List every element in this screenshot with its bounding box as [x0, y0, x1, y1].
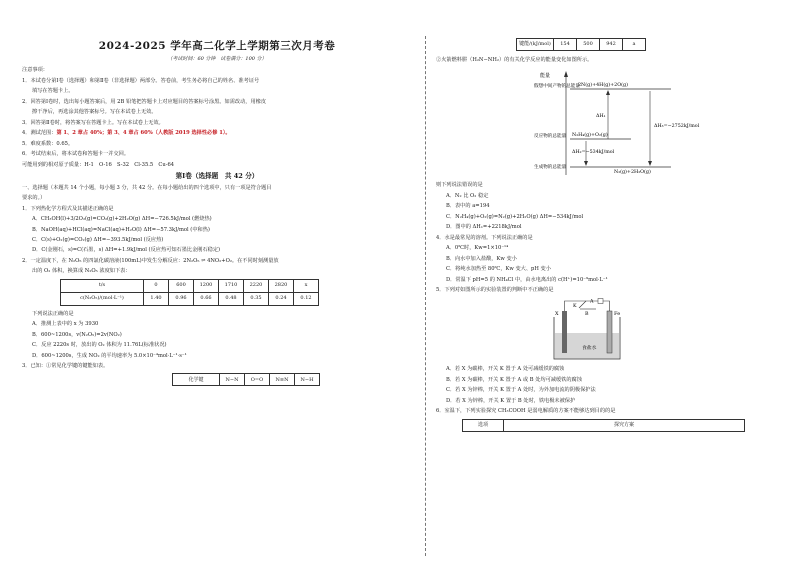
table-cell: a [623, 39, 646, 51]
table-row [173, 374, 320, 386]
q4-option-b: B．向水中加入盐酸，Kw 变小 [446, 255, 517, 262]
atomic-mass-line: 可能用到的相对原子质量：H-1 O-16 S-32 Cl-35.5 Cu-64 [22, 161, 175, 168]
energy-axis-arrow-icon [564, 71, 568, 77]
q2-data-table [60, 279, 319, 306]
apparatus-svg [436, 297, 781, 363]
table-cell: 154 [554, 39, 577, 51]
q5-option-d: D．若 X 为锌棒，开关 K 置于 B 处时，铁电极未被保护 [446, 397, 576, 404]
q5-option-c: C．若 X 为锌棒，开关 K 置于 A 处时，为外加电流的阴极保护法 [446, 387, 596, 394]
table-cell: 0.35 [244, 292, 269, 305]
table-cell: x [294, 279, 319, 292]
q4-option-c: C．将纯水加热至 80℃，Kw 变大、pH 变小 [446, 266, 551, 273]
dh3-arrowhead-icon [648, 161, 652, 166]
product-label: 生成物的总能量 [534, 165, 567, 171]
level-mid-label: N₂H₄(g)+O₂(g) [572, 133, 608, 139]
table-cell: 0.96 [169, 292, 194, 305]
q3-ask: 则下列说法错误的是 [436, 182, 483, 189]
q2-ask: 下列说法正确的是 [32, 310, 74, 317]
dh1-label: ΔH₁ [596, 114, 606, 120]
table-cell: 500 [577, 39, 600, 51]
q4-stem: 4．水是最常见的溶剂。下列说法正确的是 [436, 234, 533, 241]
dh2-label: ΔH₂=−534kJ/mol [572, 150, 615, 156]
note-line: 1．本试卷分第Ⅰ卷（选择题）和第Ⅱ卷（非选择题）两部分。答卷前，考生务必将自己的姓名、准考证号 [22, 77, 260, 84]
table-cell: N−H [295, 374, 320, 386]
table-header-cell: 探究方案 [504, 419, 745, 431]
column-divider [425, 36, 426, 556]
q3-stem: 3．已知：①常见化学键的键能如表。 [22, 363, 109, 370]
fe-electrode [607, 311, 612, 353]
electrolysis-apparatus [436, 297, 781, 363]
q1-option-b: B．NaOH(aq)+HCl(aq)=NaCl(aq)+H₂O(l) ΔH=−57.3kJ/mol (中和热) [32, 226, 210, 233]
table-cell: c(N₂O₅)/(mol·L⁻¹) [61, 292, 144, 305]
right-column [436, 38, 781, 432]
q6-table [462, 419, 745, 432]
table-cell: 0 [144, 279, 169, 292]
fe-electrode-label: Fe [614, 311, 621, 318]
battery-icon [598, 299, 603, 304]
note-line: 填写在答题卡上。 [32, 88, 74, 95]
table-cell: N−N [220, 374, 245, 386]
exam-title: 2024-2025 学年高二化学上学期第三次月考卷 [98, 40, 336, 52]
q2-option-c: C．反应 2220s 时，放出的 O₂ 体积为 11.76L(标准状况) [32, 342, 167, 349]
note-line: 5．难度系数：0.65。 [22, 140, 74, 147]
q2-option-d: D．600~1200s，生成 NO₂ 的平均速率为 5.0×10⁻⁴mol·L⁻¹·s⁻¹ [32, 352, 187, 359]
table-cell: 942 [600, 39, 623, 51]
exam-subinfo: （考试时间：60 分钟 试卷满分：100 分） [167, 55, 267, 62]
dh3-label: ΔH₃=−2752kJ/mol [654, 124, 700, 130]
reactant-label: 反应物的总能量 [534, 134, 567, 140]
q3-option-b: B．表中的 a=194 [446, 203, 490, 210]
q2-option-a: A．推测上表中的 x 为 3930 [32, 321, 99, 328]
note-line: 2．回答第Ⅰ卷时，选出每小题答案后，用 2B 铅笔把答题卡上对应题目的答案标号涂黑。如需改动，用橡皮 [22, 98, 267, 105]
section-intro: 一、选择题（本题共 14 个小题，每小题 3 分，共 42 分。在每小题给出的四个选项中，只有一项是符合题目 [22, 184, 272, 191]
q6-stem: 6．室温下，下列实验探究 CH₃COOH 是弱电解质的方案不能够达到目的的是 [436, 408, 616, 415]
level-top-label: 2N(g)+4H(g)+2O(g) [578, 83, 628, 89]
table-cell: 600 [169, 279, 194, 292]
solution-label: 食盐水 [582, 346, 597, 352]
note-scope-prefix: 4．测试范围： [22, 130, 57, 137]
table-cell: O=O [245, 374, 270, 386]
section-intro: 要求的。） [22, 195, 46, 202]
left-column [22, 40, 412, 386]
energy-axis-label: 能量 [540, 73, 551, 80]
table-cell: t/s [61, 279, 144, 292]
energy-diagram [436, 67, 781, 179]
q3-option-d: D．图中的 ΔH₁=+2218kJ/mol [446, 224, 522, 231]
table-row [517, 39, 646, 51]
table-cell: 0.66 [194, 292, 219, 305]
q1-option-c: C．C(s)+O₂(g)=CO₂(g) ΔH=−393.5kJ/mol (反应热) [32, 236, 164, 243]
table-row [463, 419, 745, 431]
bond-energy-table-head [172, 373, 320, 386]
note-line: 擦干净后，再选涂其他答案标号。写在本试卷上无效。 [32, 109, 157, 116]
hypo-label: 假想中间产物的总能量 [534, 84, 580, 90]
q5-stem: 5．下列对如图所示的实验装置的判断中不正确的是 [436, 286, 554, 293]
level-low-label: N₂(g)+2H₂O(g) [614, 170, 651, 176]
energy-diagram-svg [436, 67, 781, 179]
dh2-arrowhead-icon [584, 161, 588, 166]
point-a-label: A [590, 299, 594, 305]
notes-heading: 注意事项： [22, 67, 48, 74]
q1-option-a: A．CH₃OH(l)+3/2O₂(g)=CO₂(g)+2H₂O(g) ΔH=−726.5kJ/mol (燃烧热) [32, 216, 212, 223]
switch-k [579, 301, 586, 308]
q1-option-d: D．C(金刚石，s)=C(石墨，s) ΔH=+1.9kJ/mol (反应热可知石墨比金刚石稳定) [32, 247, 221, 254]
switch-k-label: K [573, 304, 577, 310]
q1-stem: 1．下列热化学方程式及其描述正确的是 [22, 205, 114, 212]
table-cell: 2220 [244, 279, 269, 292]
table-cell: 1200 [194, 279, 219, 292]
note-scope-highlight: 第 1、2 章占 40%；第 3、4 章占 60%（人教版 2019 选择性必修 1）。 [56, 130, 231, 137]
q4-option-d: D．常温下 pH=5 的 NH₄Cl 中，由水电离出的 c(H⁺)=10⁻⁹mol·L⁻¹ [446, 276, 608, 283]
table-cell: 1.40 [144, 292, 169, 305]
table-cell: N≡N [270, 374, 295, 386]
q4-option-a: A．0℃时，Kw=1×10⁻¹⁴ [446, 245, 509, 252]
note-scope [22, 130, 412, 137]
note-line: 3．回答第Ⅱ卷时，将答案写在答题卡上。写在本试卷上无效。 [22, 119, 164, 126]
point-b-label: B [585, 312, 589, 318]
q3-option-a: A．N₂ 比 O₂ 稳定 [446, 192, 489, 199]
table-cell: 0.24 [269, 292, 294, 305]
x-electrode-label: X [555, 311, 559, 318]
table-cell: 化学键 [173, 374, 220, 386]
table-cell: 0.48 [219, 292, 244, 305]
note-line: 6．考试结束后，将本试卷和答题卡一并交回。 [22, 151, 130, 158]
q2-option-b: B．600~1200s，v(N₂O₅)=2v(NO₂) [32, 331, 122, 338]
x-electrode [562, 311, 567, 353]
q5-option-a: A．若 X 为碳棒，开关 K 置于 A 处可减缓铁的腐蚀 [446, 366, 565, 373]
table-cell: 1710 [219, 279, 244, 292]
section-title: 第Ⅰ卷（选择题 共 42 分） [175, 171, 259, 180]
q2-stem: 出的 O₂ 体积，换算成 N₂O₅ 浓度如下表： [32, 268, 131, 275]
dh1-arrowhead-icon [606, 90, 610, 95]
bond-energy-table-values [516, 38, 646, 51]
table-cell: 0.12 [294, 292, 319, 305]
q3-option-c: C．N₂H₄(g)+O₂(g)=N₂(g)+2H₂O(g) ΔH=−534kJ/mol [446, 213, 584, 220]
table-cell: 2820 [269, 279, 294, 292]
q5-option-b: B．若 X 为碳棒，开关 K 置于 A 或 B 处均可减缓铁的腐蚀 [446, 376, 582, 383]
table-row [61, 292, 319, 305]
table-header-cell: 选项 [463, 419, 504, 431]
table-cell: 键能/(kJ/mol) [517, 39, 554, 51]
q3-line2: ②火箭燃料肼（H₂N−NH₂）的有关化学反应的能量变化如图所示。 [436, 57, 593, 63]
q2-stem: 2．一定温度下，在 N₂O₅ 的四氯化碳溶液(100mL)中发生分解反应：2N₂O₅ ⇌ 4NO₂+O₂。在不同时刻测量放 [22, 257, 279, 264]
table-row [61, 279, 319, 292]
